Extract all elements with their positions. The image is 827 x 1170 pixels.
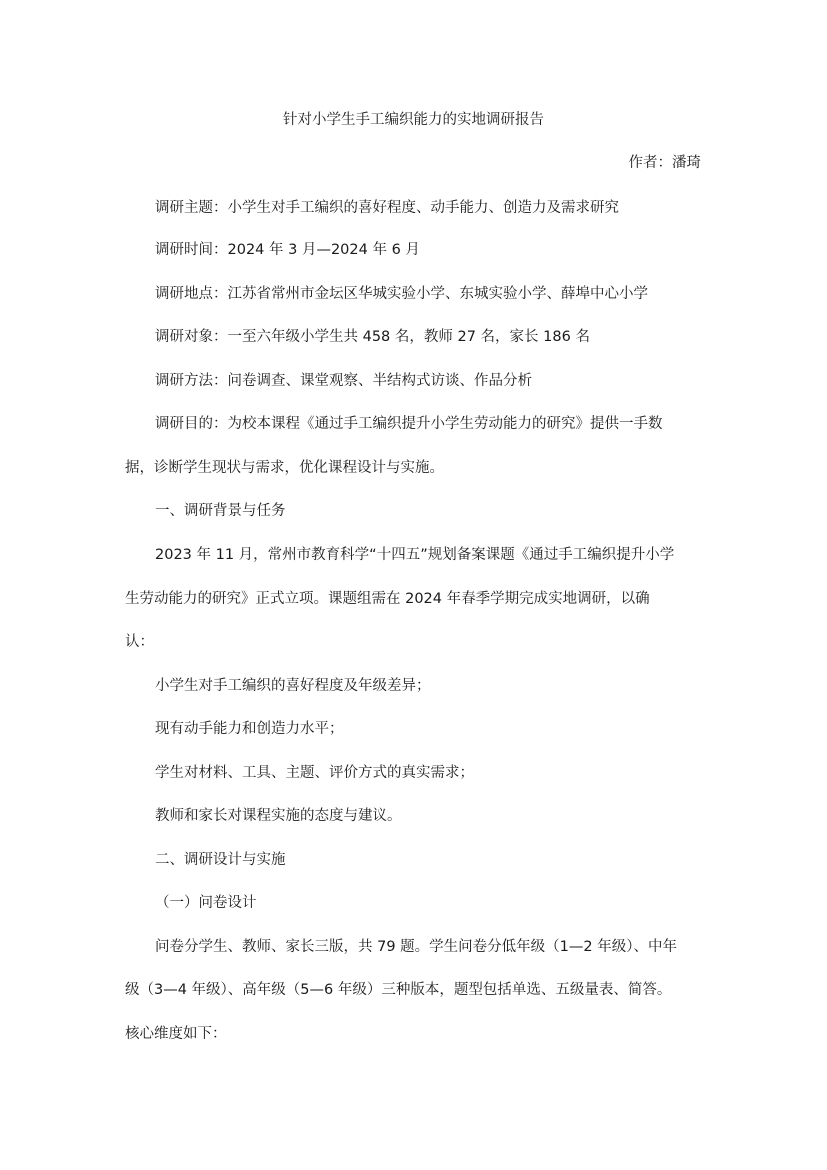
- list-item: 学生对材料、工具、主题、评价方式的真实需求；: [155, 765, 474, 781]
- line-location: 调研地点：江苏省常州市金坛区华城实验小学、东城实验小学、薛埠中心小学: [155, 286, 648, 302]
- line-subjects: 调研对象：一至六年级小学生共 458 名，教师 27 名，家长 186 名: [155, 329, 590, 345]
- paragraph-background: 2023 年 11 月，常州市教育科学“十四五”规划备案课题《通过手工编织提升小学: [155, 547, 675, 563]
- section-heading-1: 一、调研背景与任务: [155, 503, 286, 519]
- paragraph-background-cont-1: 生劳动能力的研究》正式立项。课题组需在 2024 年春季学期完成实地调研，以确: [125, 591, 650, 607]
- line-purpose: 调研目的：为校本课程《通过手工编织提升小学生劳动能力的研究》提供一手数: [155, 416, 663, 432]
- document-author: 作者：潘琦: [628, 155, 701, 171]
- line-methods: 调研方法：问卷调查、课堂观察、半结构式访谈、作品分析: [155, 373, 532, 389]
- line-topic: 调研主题：小学生对手工编织的喜好程度、动手能力、创造力及需求研究: [155, 200, 619, 216]
- subsection-heading: （一）问卷设计: [155, 895, 257, 911]
- section-heading-2: 二、调研设计与实施: [155, 852, 286, 868]
- paragraph-background-cont-2: 认：: [125, 634, 154, 650]
- line-purpose-cont: 据，诊断学生现状与需求，优化课程设计与实施。: [125, 460, 444, 476]
- list-item: 教师和家长对课程实施的态度与建议。: [155, 808, 402, 824]
- list-item: 现有动手能力和创造力水平；: [155, 721, 344, 737]
- list-item: 小学生对手工编织的喜好程度及年级差异；: [155, 678, 431, 694]
- paragraph-questionnaire-cont-2: 核心维度如下：: [125, 1026, 227, 1042]
- paragraph-questionnaire-cont-1: 级（3—4 年级）、高年级（5—6 年级）三种版本，题型包括单选、五级量表、简答。: [125, 982, 672, 998]
- paragraph-questionnaire: 问卷分学生、教师、家长三版，共 79 题。学生问卷分低年级（1—2 年级）、中年: [155, 939, 677, 955]
- document-title: 针对小学生手工编织能力的实地调研报告: [283, 112, 544, 128]
- line-time: 调研时间：2024 年 3 月—2024 年 6 月: [155, 242, 420, 258]
